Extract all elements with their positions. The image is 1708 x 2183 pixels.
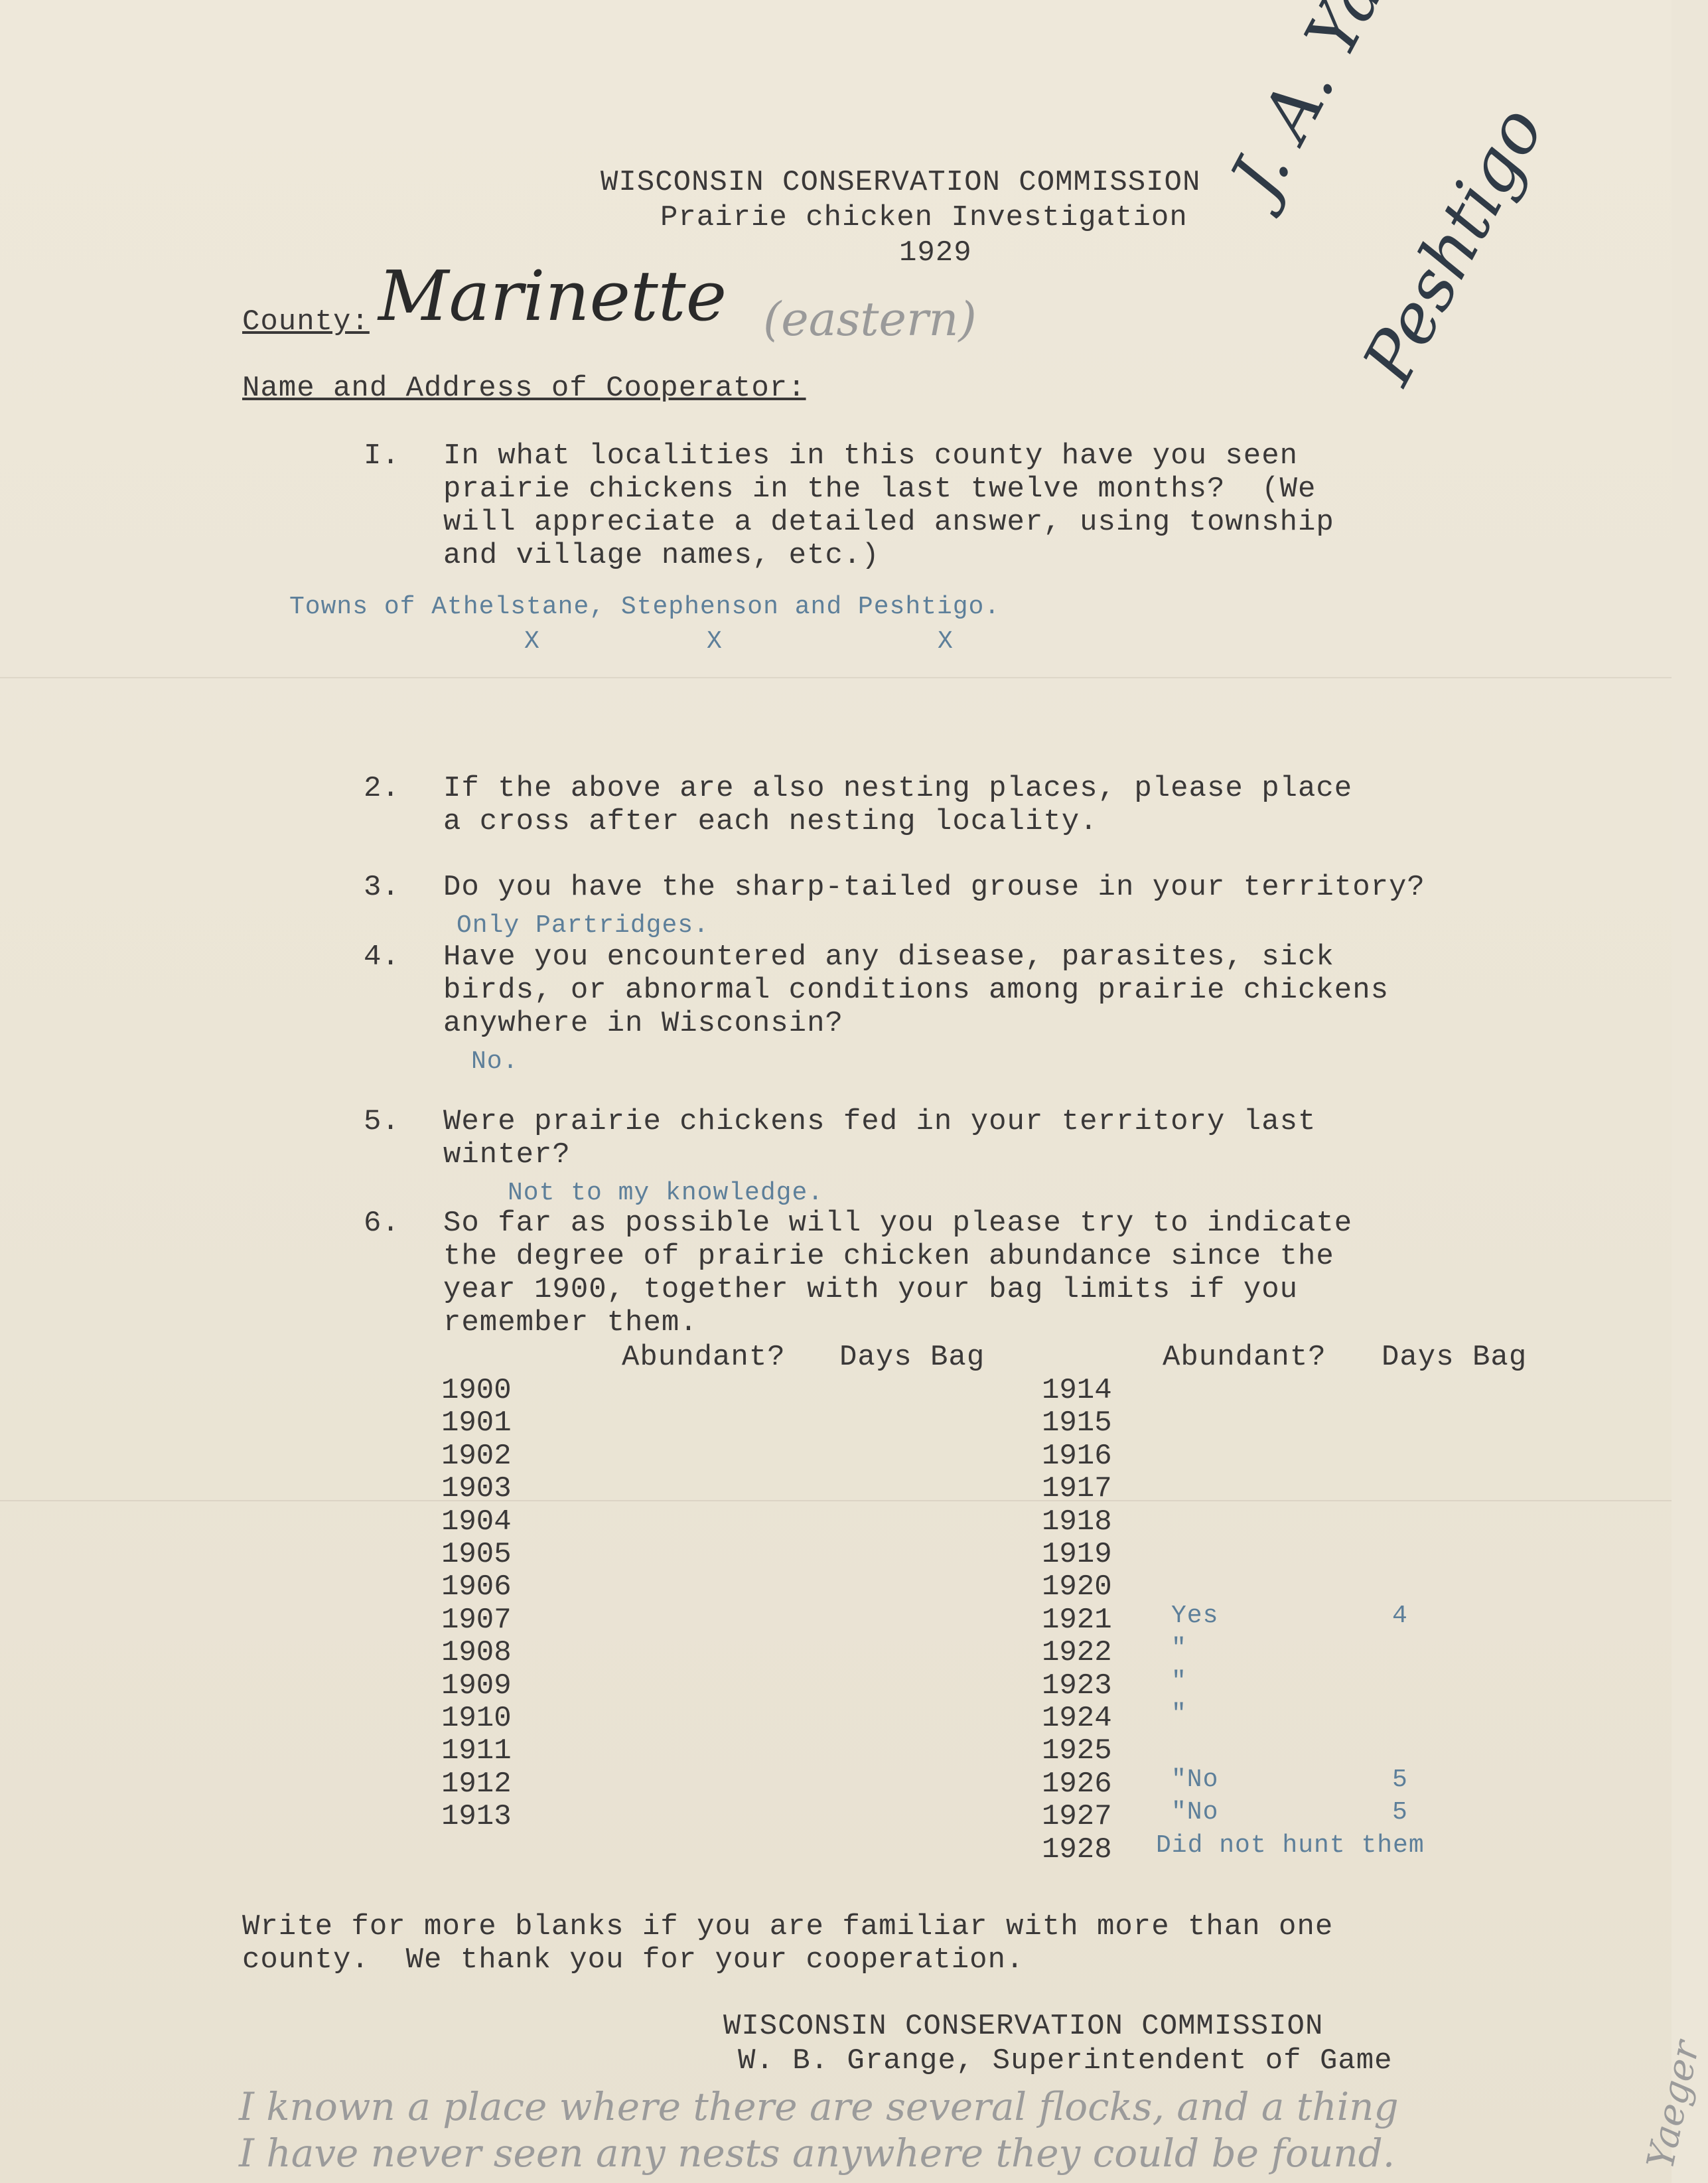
county-note: (eastern) (763, 292, 977, 346)
question-number: 6. (364, 1207, 400, 1240)
question-text: the degree of prairie chicken abundance since the (443, 1240, 1334, 1273)
abundant-cell: Did not hunt them (1156, 1831, 1425, 1860)
question-text: In what localities in this county have you seen (443, 439, 1299, 473)
answer-q4: No. (471, 1047, 519, 1076)
cooperator-label: Name and Address of Cooperator: (242, 372, 806, 405)
year-cell: 1916 (1042, 1439, 1112, 1473)
footer-line: county. We thank you for your cooperation. (242, 1943, 1025, 1977)
answer-q5: Not to my knowledge. (508, 1179, 824, 1207)
year-cell: 1912 (441, 1767, 512, 1801)
question-text: So far as possible will you please try to indicate (443, 1207, 1353, 1240)
year-cell: 1919 (1042, 1538, 1112, 1571)
question-text: Were prairie chickens fed in your territory last (443, 1105, 1317, 1138)
year-cell: 1921 (1042, 1603, 1112, 1637)
year-cell: 1902 (441, 1439, 512, 1473)
question-number: 4. (364, 941, 400, 974)
year-cell: 1913 (441, 1800, 512, 1834)
question-text: winter? (443, 1138, 571, 1171)
column-header-days-bag: Days Bag (1382, 1341, 1528, 1374)
cross-mark: X (524, 627, 540, 656)
county-value: Marinette (378, 256, 727, 337)
abundant-cell: " (1171, 1634, 1187, 1663)
county-label: County: (242, 305, 370, 339)
year-cell: 1924 (1042, 1702, 1112, 1735)
question-text: If the above are also nesting places, please place (443, 772, 1353, 805)
signature-name: W. B. Grange, Superintendent of Game (738, 2044, 1393, 2077)
year-cell: 1908 (441, 1636, 512, 1670)
question-text: Do you have the sharp-tailed grouse in your territory? (443, 871, 1425, 904)
year-cell: 1901 (441, 1406, 512, 1440)
question-text: year 1900, together with your bag limits if you (443, 1273, 1299, 1306)
question-text: Have you encountered any disease, parasites, sick (443, 941, 1334, 974)
header-year: 1929 (899, 236, 972, 269)
days-bag-cell: 5 (1392, 1798, 1408, 1827)
year-cell: 1928 (1042, 1833, 1112, 1866)
header-subtitle: Prairie chicken Investigation (660, 201, 1188, 234)
question-text: birds, or abnormal conditions among prairie chickens (443, 974, 1389, 1007)
year-cell: 1910 (441, 1702, 512, 1735)
days-bag-cell: 5 (1392, 1765, 1408, 1794)
cross-mark: X (938, 627, 954, 656)
year-cell: 1920 (1042, 1570, 1112, 1604)
cross-mark: X (707, 627, 723, 656)
year-cell: 1925 (1042, 1734, 1112, 1768)
answer-q1: Towns of Athelstane, Stephenson and Peshtigo. (289, 593, 1001, 621)
year-cell: 1907 (441, 1603, 512, 1637)
handwritten-note: I known a place where there are several flocks, and a thing (239, 2084, 1399, 2129)
column-header-abundant: Abundant? (1163, 1341, 1326, 1374)
question-number: 2. (364, 772, 400, 805)
question-text: remember them. (443, 1306, 698, 1339)
year-cell: 1922 (1042, 1636, 1112, 1670)
handwritten-note: I have never seen any nests anywhere they could be found. (239, 2131, 1395, 2176)
signature-org: WISCONSIN CONSERVATION COMMISSION (723, 2010, 1324, 2043)
abundant-cell: "No (1171, 1798, 1219, 1827)
abundant-cell: " (1171, 1667, 1187, 1696)
answer-q3: Only Partridges. (457, 911, 709, 940)
year-cell: 1911 (441, 1734, 512, 1768)
year-cell: 1926 (1042, 1767, 1112, 1801)
question-text: and village names, etc.) (443, 539, 880, 572)
handwritten-margin: Yaeger (1639, 2037, 1708, 2173)
year-cell: 1914 (1042, 1374, 1112, 1407)
header-org: WISCONSIN CONSERVATION COMMISSION (601, 166, 1201, 199)
year-cell: 1917 (1042, 1472, 1112, 1506)
column-header-abundant: Abundant? (622, 1341, 786, 1374)
question-text: will appreciate a detailed answer, using township (443, 506, 1334, 539)
question-number: 3. (364, 871, 400, 904)
year-cell: 1903 (441, 1472, 512, 1506)
question-text: a cross after each nesting locality. (443, 805, 1098, 838)
year-cell: 1904 (441, 1505, 512, 1539)
year-cell: 1918 (1042, 1505, 1112, 1539)
question-number: 5. (364, 1105, 400, 1138)
year-cell: 1927 (1042, 1800, 1112, 1834)
abundant-cell: " (1171, 1700, 1187, 1728)
year-cell: 1900 (441, 1374, 512, 1407)
footer-line: Write for more blanks if you are familiar with more than one (242, 1910, 1334, 1943)
year-cell: 1909 (441, 1669, 512, 1702)
question-number: I. (364, 439, 400, 473)
handwritten-place: Peshtigo (1347, 94, 1559, 397)
abundant-cell: Yes (1171, 1601, 1219, 1630)
abundant-cell: "No (1171, 1765, 1219, 1794)
question-text: prairie chickens in the last twelve months? (We (443, 473, 1317, 506)
days-bag-cell: 4 (1392, 1601, 1408, 1630)
year-cell: 1906 (441, 1570, 512, 1604)
year-cell: 1905 (441, 1538, 512, 1571)
fold-line (0, 1500, 1672, 1501)
year-cell: 1923 (1042, 1669, 1112, 1702)
fold-line (0, 677, 1672, 678)
year-cell: 1915 (1042, 1406, 1112, 1440)
column-header-days-bag: Days Bag (839, 1341, 985, 1374)
question-text: anywhere in Wisconsin? (443, 1007, 843, 1040)
